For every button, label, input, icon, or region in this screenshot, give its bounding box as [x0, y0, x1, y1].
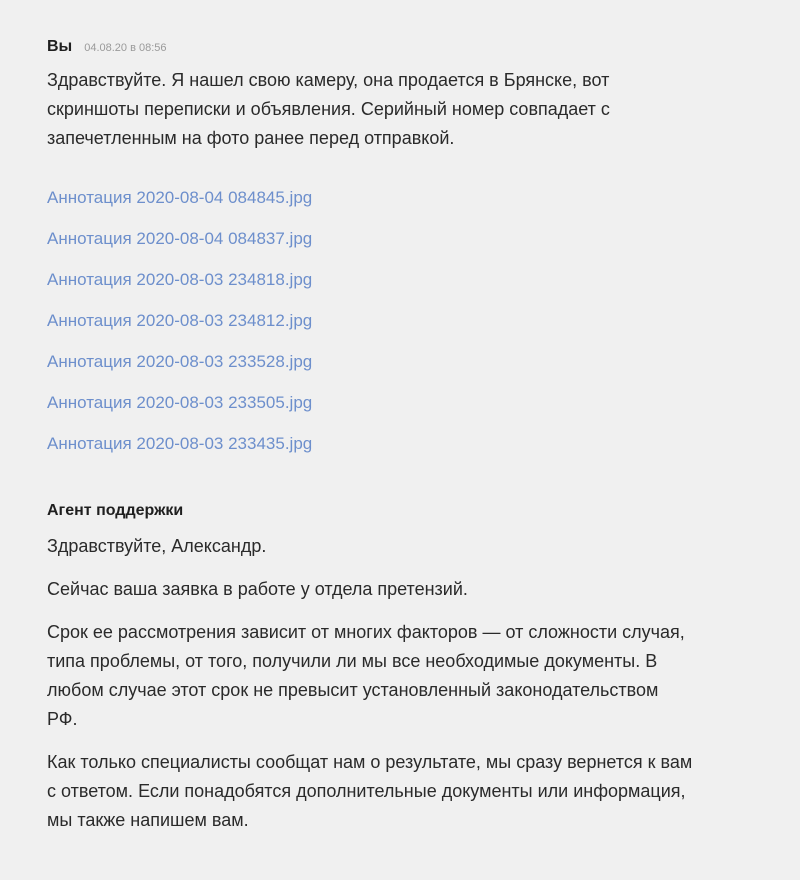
message-line: запечетленным на фото ранее перед отправкой. [47, 128, 455, 148]
message-line: Здравствуйте, Александр. [47, 536, 267, 556]
message-line: с ответом. Если понадобятся дополнительные документы или информация, [47, 781, 686, 801]
message-line: РФ. [47, 709, 78, 729]
attachment-link[interactable]: Аннотация 2020-08-04 084845.jpg [47, 188, 313, 207]
attachment-link[interactable]: Аннотация 2020-08-03 233505.jpg [47, 393, 313, 412]
message-header [47, 38, 800, 58]
message-paragraph [47, 748, 787, 835]
message-author: Вы [47, 38, 73, 55]
message-line: Здравствуйте. Я нашел свою камеру, она продается в Брянске, вот [47, 70, 610, 90]
message-line: мы также напишем вам. [47, 810, 249, 830]
message-paragraph [47, 532, 787, 561]
message-line: любом случае этот срок не превысит установленный законодательством [47, 680, 659, 700]
message-line: Срок ее рассмотрения зависит от многих факторов — от сложности случая, [47, 622, 685, 642]
message-user [47, 0, 800, 473]
message-line: Как только специалисты сообщат нам о результате, мы сразу вернется к вам [47, 752, 693, 772]
message-text [47, 66, 787, 153]
message-agent [47, 473, 800, 835]
attachment-link[interactable]: Аннотация 2020-08-03 234818.jpg [47, 270, 313, 289]
attachment-link[interactable]: Аннотация 2020-08-03 233528.jpg [47, 352, 313, 371]
attachment-link[interactable]: Аннотация 2020-08-04 084837.jpg [47, 229, 313, 248]
attachment-list [47, 186, 800, 473]
attachment-link[interactable]: Аннотация 2020-08-03 233435.jpg [47, 434, 313, 453]
message-line: типа проблемы, от того, получили ли мы все необходимые документы. В [47, 651, 658, 671]
message-paragraph [47, 618, 787, 734]
message-line: скриншоты переписки и объявления. Серийный номер совпадает с [47, 99, 610, 119]
message-paragraph [47, 575, 787, 604]
message-timestamp: 04.08.20 в 08:56 [84, 42, 167, 54]
attachment-link[interactable]: Аннотация 2020-08-03 234812.jpg [47, 311, 313, 330]
message-header [47, 502, 800, 522]
message-line: Сейчас ваша заявка в работе у отдела претензий. [47, 579, 468, 599]
message-author: Агент поддержки [47, 502, 184, 519]
